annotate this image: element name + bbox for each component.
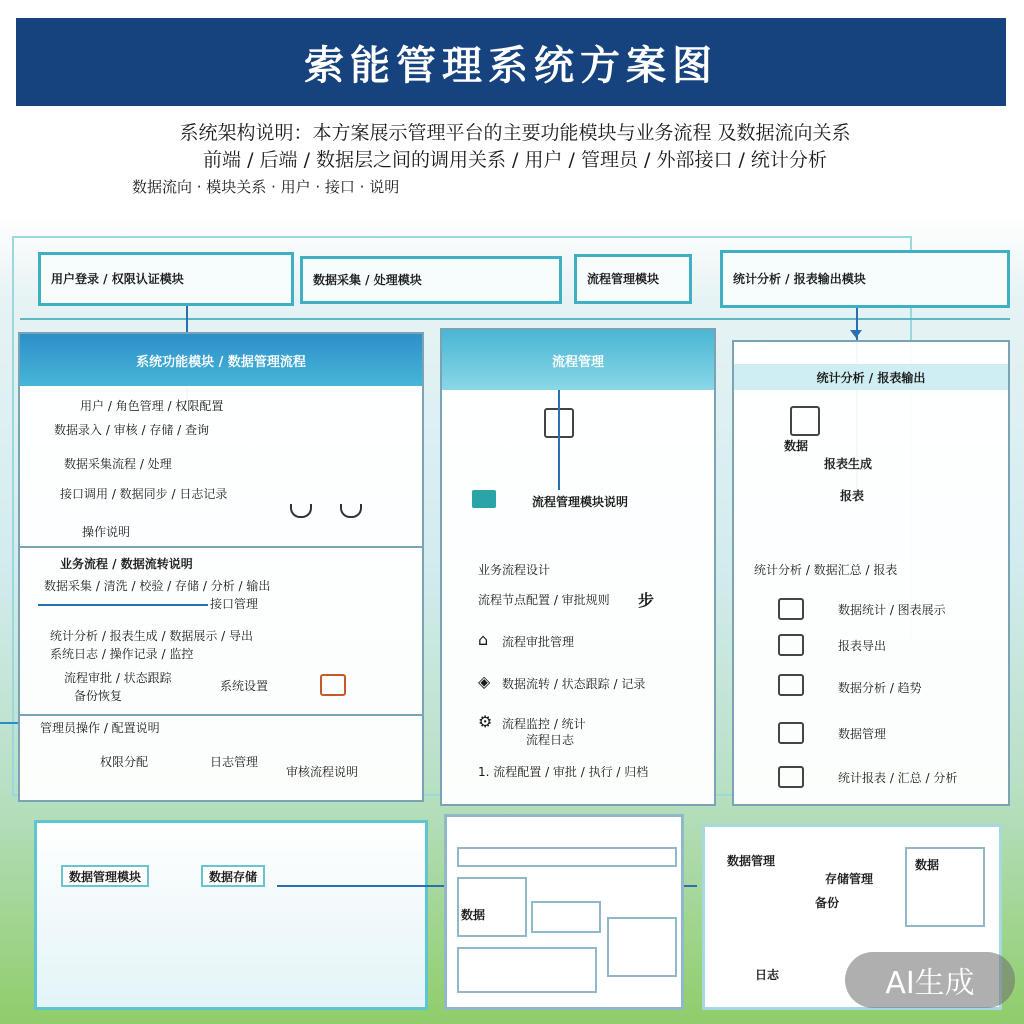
left-footer-1: 管理员操作 / 配置说明	[40, 721, 160, 735]
panel-process	[440, 328, 716, 806]
panel-report	[732, 340, 1010, 806]
left-sub-title: 业务流程 / 数据流转说明	[60, 557, 193, 571]
process-section: 流程管理模块说明	[532, 495, 629, 509]
bottom-right-2: 存储管理	[825, 872, 874, 886]
left-sub-line-2: 接口管理	[210, 597, 259, 611]
left-sub-line-1: 数据采集 / 清洗 / 校验 / 存储 / 分析 / 输出	[44, 579, 271, 593]
left-blue-connector	[38, 604, 208, 606]
doc-icon-2	[778, 634, 804, 656]
panel-functions-header: 系统功能模块 / 数据管理流程	[20, 334, 422, 386]
chart-label: 数据	[784, 439, 809, 453]
home-icon: ⌂	[478, 630, 489, 649]
intro-line-1: 系统架构说明：本方案展示管理平台的主要功能模块与业务流程 及数据流向关系	[179, 122, 851, 144]
bottom-grid-panel	[444, 814, 684, 1010]
arrow-tip	[850, 330, 862, 338]
settings-icon: ⚙	[478, 712, 493, 731]
panel-report-header: 统计分析 / 报表输出	[734, 364, 1008, 390]
doc-icon-3	[778, 674, 804, 696]
grid-cell-5	[457, 947, 597, 993]
node-report-label: 统计分析 / 报表输出模块	[733, 271, 866, 286]
left-line-2: 数据录入 / 审核 / 存储 / 查询	[54, 423, 210, 437]
grid-cell-1	[457, 847, 677, 867]
intro-line-2: 前端 / 后端 / 数据层之间的调用关系 / 用户 / 管理员 / 外部接口 / 统计分析	[203, 149, 827, 171]
grid-label: 数据	[461, 908, 486, 922]
grid-cell-3	[531, 901, 601, 933]
left-footer-3: 日志管理	[210, 755, 259, 769]
data-chart-icon	[790, 406, 820, 436]
node-data[interactable]	[300, 256, 562, 304]
left-line-1: 用户 / 角色管理 / 权限配置	[80, 399, 224, 413]
bottom-tab-2[interactable]: 数据存储	[201, 865, 265, 887]
process-badge	[472, 490, 496, 508]
process-step-1: 业务流程设计	[478, 563, 551, 577]
intro-text	[40, 120, 990, 201]
left-line-5: 操作说明	[82, 525, 131, 539]
process-step-4: 数据流转 / 状态跟踪 / 记录	[502, 677, 646, 691]
bottom-tab-1[interactable]: 数据管理模块	[61, 865, 149, 887]
chevron-icon-1	[290, 504, 312, 518]
bottom-right-3: 备份	[815, 896, 840, 910]
grid-cell-4	[607, 917, 677, 977]
doc-icon-5	[778, 766, 804, 788]
left-sub-line-5: 流程审批 / 状态跟踪	[64, 671, 172, 685]
report-list-1: 统计分析 / 数据汇总 / 报表	[754, 563, 898, 577]
flow-icon: ◈	[478, 672, 491, 691]
left-footer-2: 权限分配	[100, 755, 149, 769]
panel-functions	[18, 332, 424, 802]
chart-caption: 报表生成	[824, 457, 873, 471]
ai-watermark: AI生成	[845, 952, 1015, 1008]
chevron-icon-2	[340, 504, 362, 518]
panel-process-header: 流程管理	[442, 330, 714, 390]
left-line-4: 接口调用 / 数据同步 / 日志记录	[60, 487, 228, 501]
doc-icon-4	[778, 722, 804, 744]
node-data-label: 数据采集 / 处理模块	[313, 272, 422, 287]
report-list-5: 数据管理	[838, 727, 887, 741]
left-divider	[20, 546, 422, 548]
node-report[interactable]	[720, 250, 1010, 308]
process-step-7: 1. 流程配置 / 审批 / 执行 / 归档	[478, 765, 649, 779]
report-list-4: 数据分析 / 趋势	[838, 681, 922, 695]
left-sub-line-7: 系统设置	[220, 679, 269, 693]
bottom-data-panel	[34, 820, 428, 1010]
left-sub-line-3: 统计分析 / 报表生成 / 数据展示 / 导出	[50, 629, 254, 643]
bottom-right-1: 数据管理	[727, 854, 776, 868]
process-step-5: 流程监控 / 统计	[502, 717, 586, 731]
left-sub-line-4: 系统日志 / 操作记录 / 监控	[50, 647, 194, 661]
process-step-3: 流程审批管理	[502, 635, 575, 649]
report-item-head: 报表	[840, 489, 865, 503]
left-footer-4: 审核流程说明	[286, 765, 359, 779]
left-line-3: 数据采集流程 / 处理	[64, 457, 172, 471]
node-process[interactable]	[574, 254, 692, 304]
doc-icon-1	[778, 598, 804, 620]
report-list-2: 数据统计 / 图表展示	[838, 603, 946, 617]
flow-vertical	[558, 390, 560, 490]
intro-line-3: 数据流向 · 模块关系 · 用户 · 接口 · 说明	[132, 178, 400, 196]
page-title: 索能管理系统方案图	[16, 18, 1006, 106]
left-sub-line-6: 备份恢复	[74, 689, 123, 703]
left-divider-2	[20, 714, 422, 716]
process-step-2: 流程节点配置 / 审批规则	[478, 593, 610, 607]
package-icon	[320, 674, 346, 696]
process-step-6: 流程日志	[526, 733, 575, 747]
connector-top	[20, 318, 1010, 320]
bottom-right-5: 日志	[755, 968, 780, 982]
process-side-mark: 步	[638, 591, 655, 610]
node-process-label: 流程管理模块	[587, 271, 660, 286]
report-list-6: 统计报表 / 汇总 / 分析	[838, 771, 958, 785]
node-auth-label: 用户登录 / 权限认证模块	[51, 271, 184, 286]
node-auth[interactable]	[38, 252, 294, 306]
report-list-3: 报表导出	[838, 639, 887, 653]
bottom-right-4: 数据	[915, 858, 940, 872]
